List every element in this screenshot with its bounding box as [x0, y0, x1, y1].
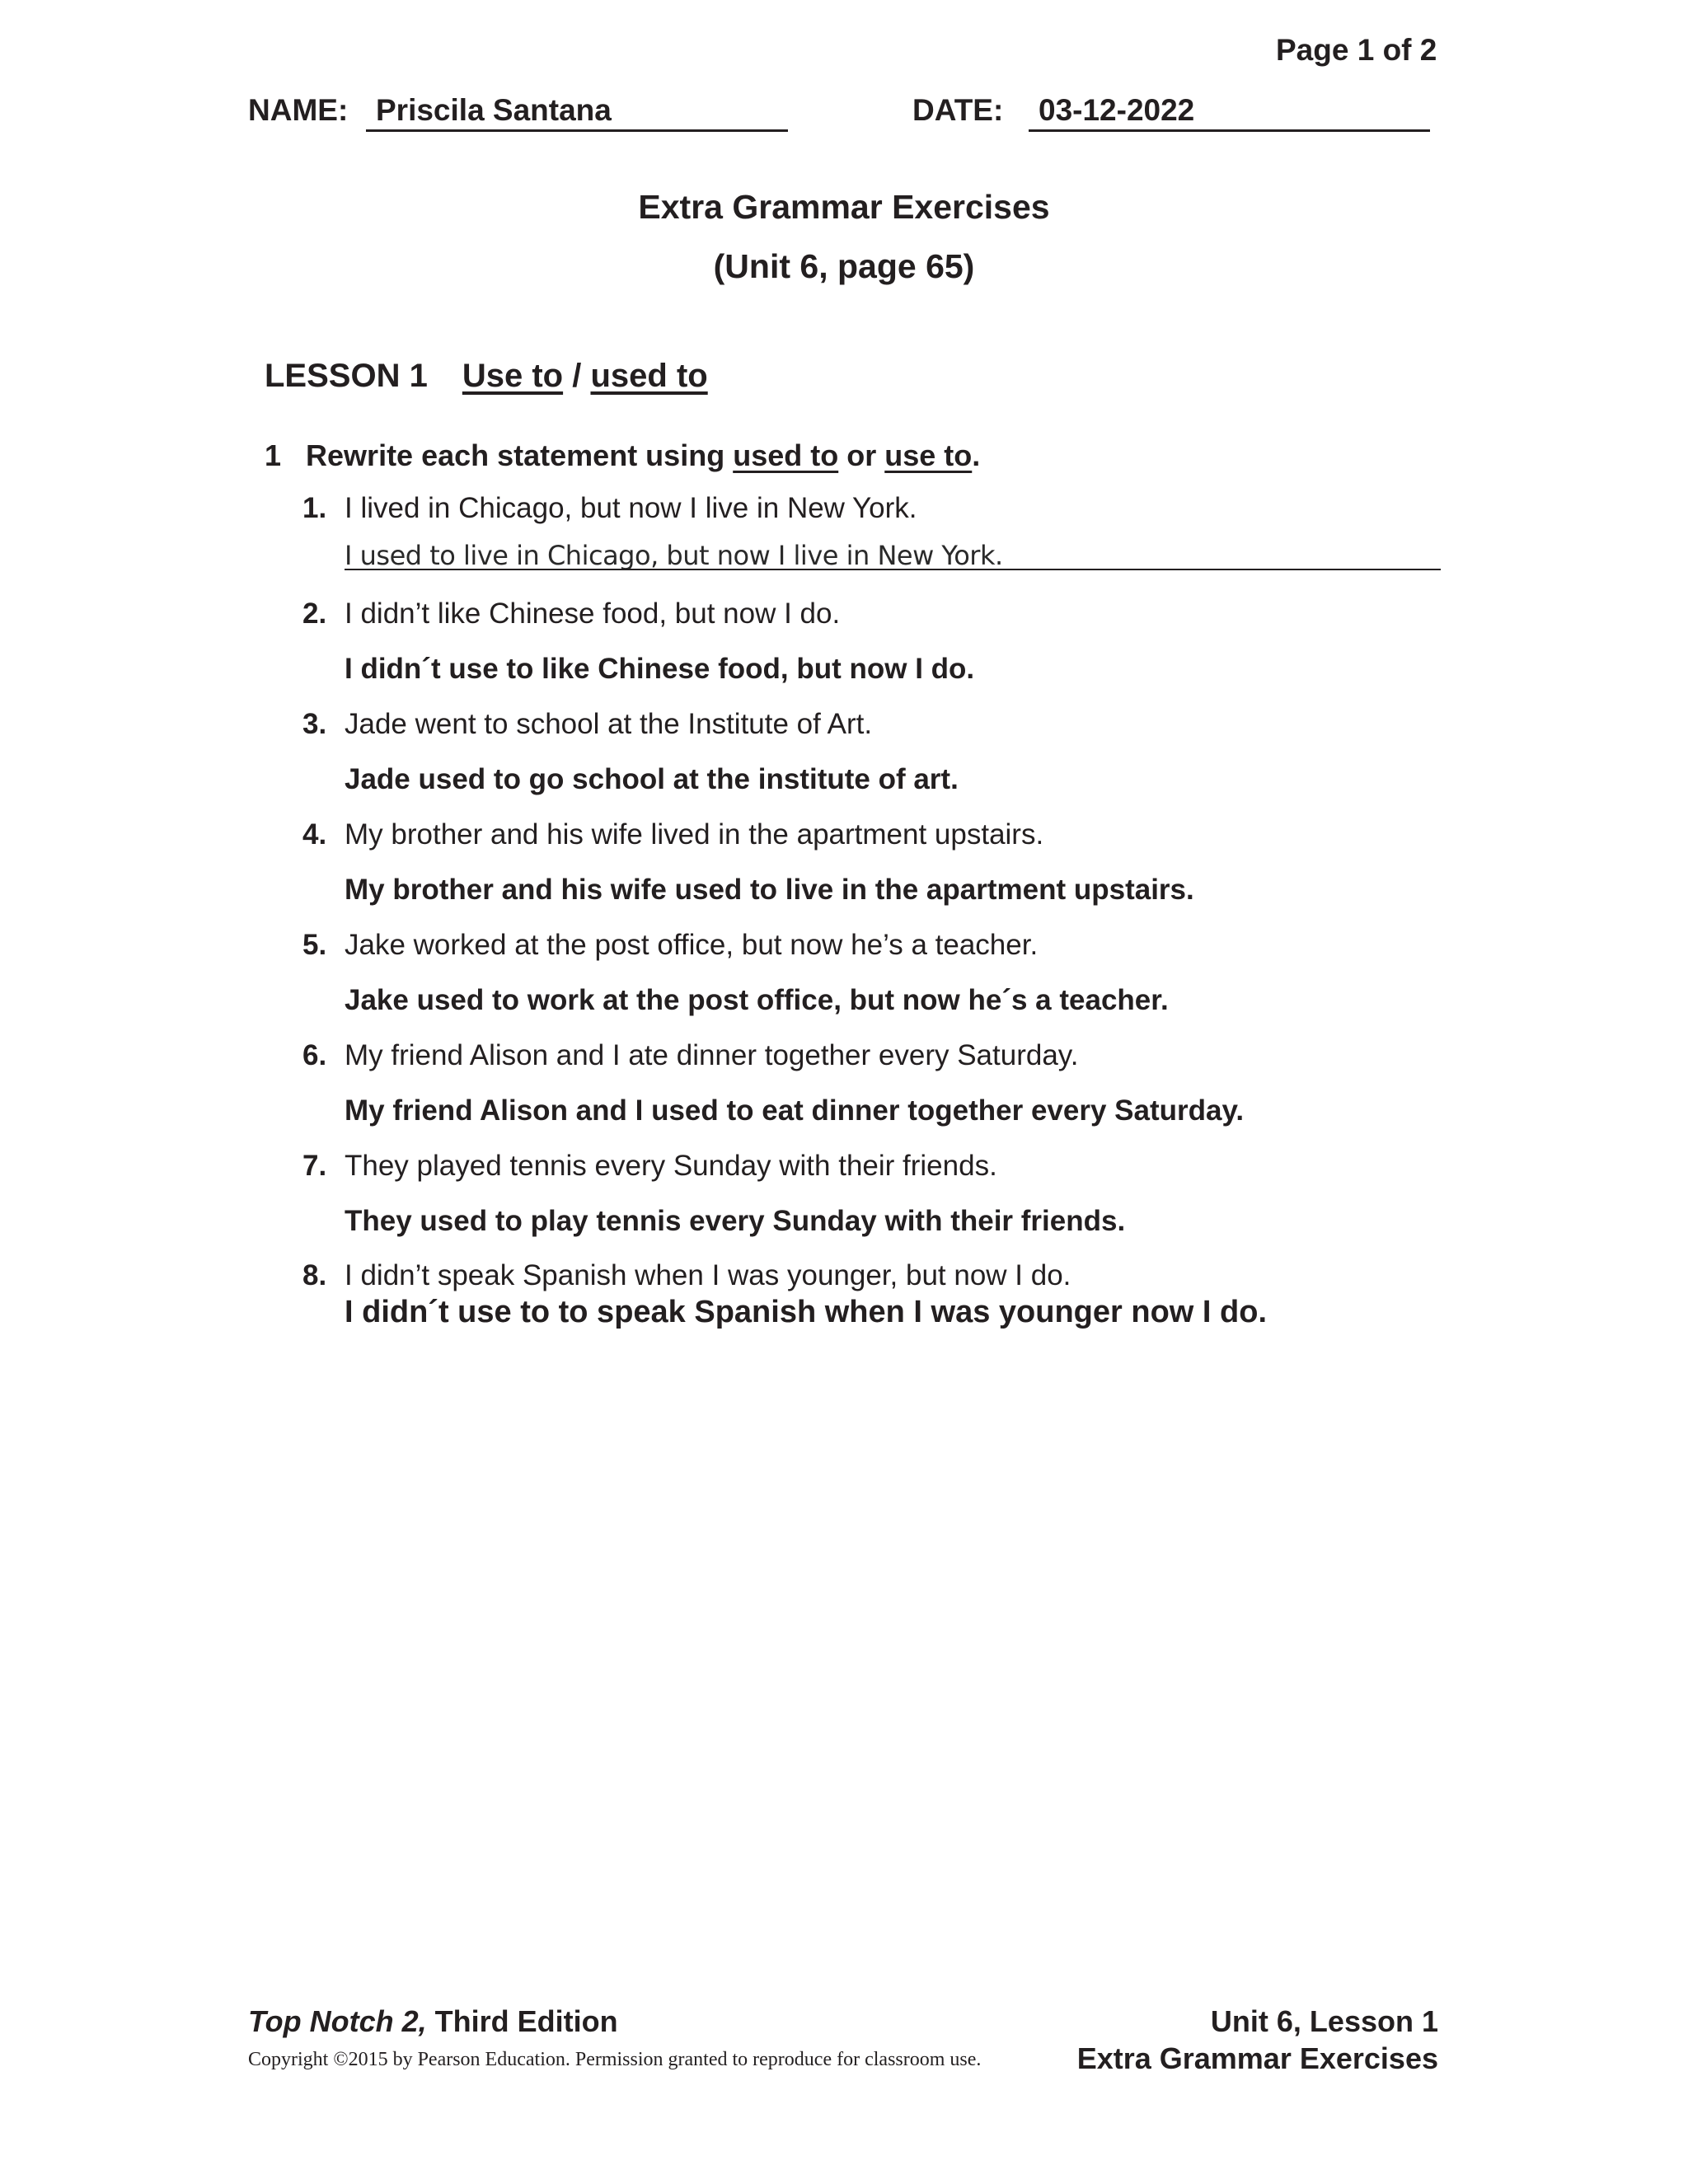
instruction-end: . [972, 438, 981, 472]
name-label: NAME: [248, 93, 349, 127]
item-number: 2. [302, 598, 327, 630]
page-indicator: Page 1 of 2 [1276, 33, 1437, 67]
exercise-number: 1 [265, 438, 282, 472]
name-field[interactable]: Priscila Santana [366, 89, 788, 132]
item-answer[interactable]: I used to live in Chicago, but now I live in New York. [345, 540, 1003, 571]
footer-book-title [248, 2004, 618, 2039]
footer-unit-lesson: Unit 6, Lesson 1 [1210, 2004, 1438, 2038]
item-number: 3. [302, 708, 327, 740]
instruction-term-a: used to [733, 438, 839, 472]
item-number: 5. [302, 929, 327, 961]
lesson-heading [265, 358, 708, 395]
item-number: 7. [302, 1150, 327, 1182]
lesson-label: LESSON 1 [265, 358, 428, 394]
item-number: 6. [302, 1039, 327, 1071]
date-label: DATE: [912, 93, 1004, 127]
item-answer[interactable]: I didn´t use to to speak Spanish when I was younger now I do. [345, 1295, 1267, 1329]
item-answer[interactable]: My friend Alison and I used to eat dinner together every Saturday. [345, 1094, 1245, 1127]
item-prompt: Jake worked at the post office, but now he’s a teacher. [345, 929, 1039, 961]
item-prompt: My brother and his wife lived in the apartment upstairs. [345, 818, 1044, 851]
copyright-notice: Copyright ©2015 by Pearson Education. Permission granted to reproduce for classroom use. [248, 2049, 982, 2070]
item-prompt: Jade went to school at the Institute of Art. [345, 708, 873, 740]
worksheet-subtitle: (Unit 6, page 65) [713, 247, 975, 285]
instruction-prefix: Rewrite each statement using [306, 438, 725, 472]
item-answer[interactable]: Jake used to work at the post office, but now he´s a teacher. [345, 984, 1169, 1016]
instruction-or: or [846, 438, 877, 472]
footer-section: Extra Grammar Exercises [1076, 2041, 1438, 2075]
worksheet-title: Extra Grammar Exercises [638, 188, 1050, 226]
answer-line [345, 569, 1441, 570]
instruction-term-b: use to [884, 438, 973, 472]
item-prompt: I lived in Chicago, but now I live in New York. [345, 492, 917, 524]
item-answer[interactable]: I didn´t use to like Chinese food, but now I do. [345, 653, 975, 685]
item-prompt: My friend Alison and I ate dinner together every Saturday. [345, 1039, 1079, 1071]
exercise-instruction [265, 438, 980, 473]
item-answer[interactable]: My brother and his wife used to live in the apartment upstairs. [345, 874, 1194, 906]
item-answer[interactable]: Jade used to go school at the institute of art. [345, 763, 959, 795]
lesson-topic-a: Use to [462, 358, 564, 394]
item-prompt: They played tennis every Sunday with their friends. [345, 1150, 997, 1182]
book-title: Top Notch 2, [248, 2004, 427, 2038]
item-prompt: I didn’t speak Spanish when I was younger, but now I do. [345, 1259, 1071, 1291]
lesson-separator: / [572, 358, 582, 394]
item-prompt: I didn’t like Chinese food, but now I do. [345, 598, 841, 630]
date-field[interactable]: 03-12-2022 [1029, 89, 1430, 132]
item-answer[interactable]: They used to play tennis every Sunday with their friends. [345, 1205, 1126, 1237]
item-number: 8. [302, 1259, 327, 1291]
item-number: 4. [302, 818, 327, 851]
lesson-topic-b: used to [590, 358, 708, 394]
book-edition: Third Edition [434, 2004, 618, 2038]
item-number: 1. [302, 492, 327, 524]
